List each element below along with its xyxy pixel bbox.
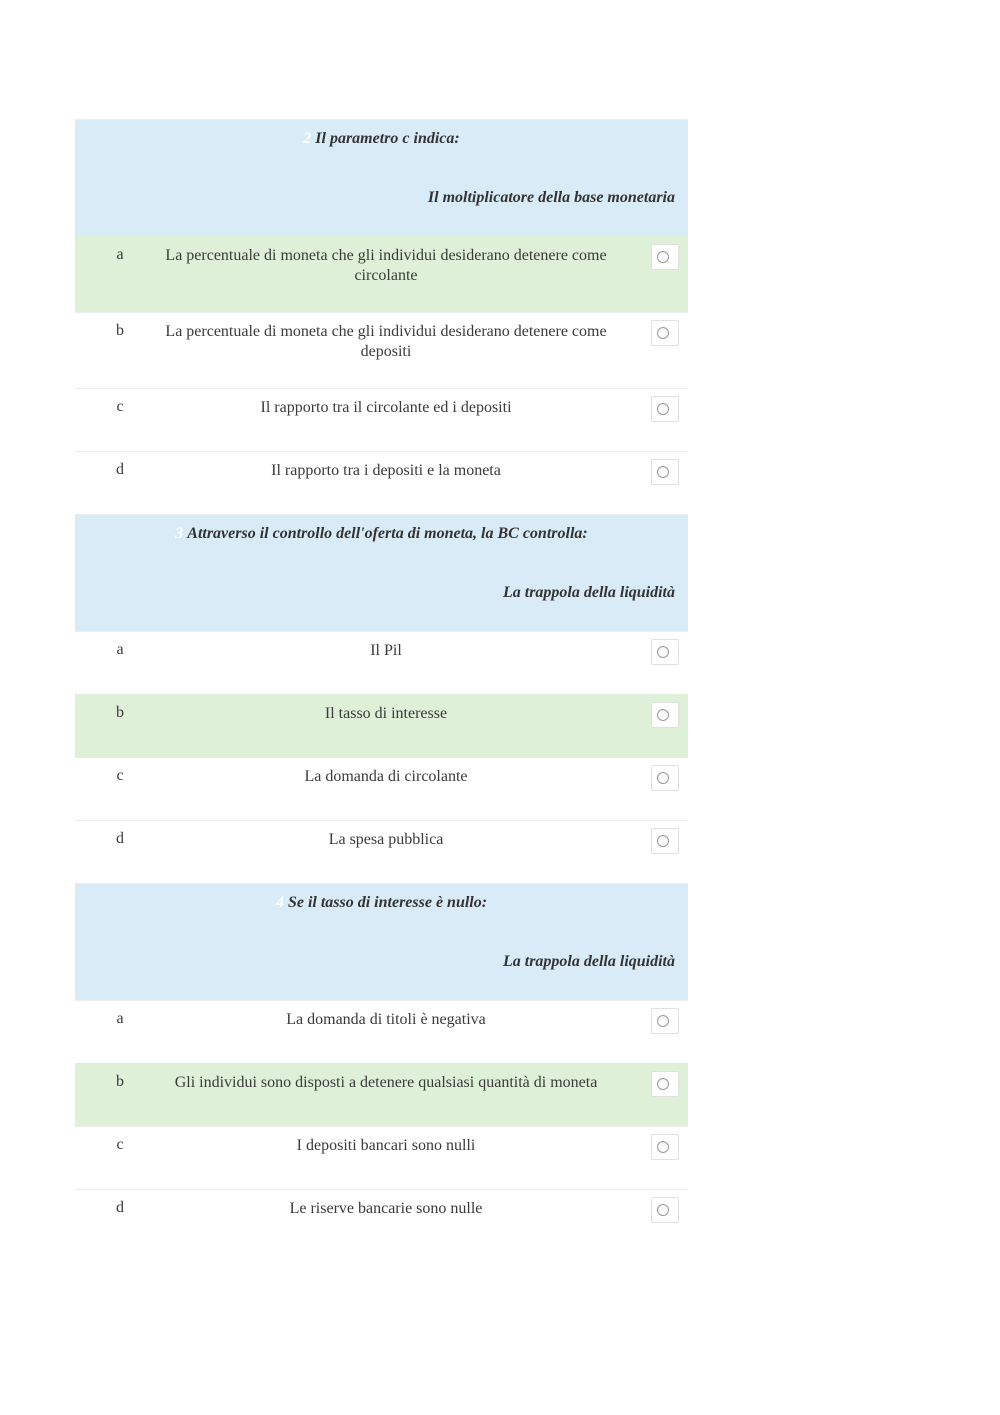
option-text: La domanda di circolante: [304, 768, 468, 785]
option-row: [75, 388, 688, 451]
question-header: [75, 119, 688, 236]
option-letter: a: [116, 246, 124, 263]
option-row: [75, 694, 688, 757]
option-radio-cell[interactable]: [651, 1134, 679, 1160]
option-row: [75, 312, 688, 388]
option-radio-cell[interactable]: [651, 396, 679, 422]
option-letter: d: [116, 1199, 124, 1216]
option-letter: b: [116, 1073, 124, 1090]
option-text: Le riserve bancarie sono nulle: [289, 1200, 483, 1217]
radio-button[interactable]: [657, 1078, 669, 1090]
option-row: [75, 451, 688, 514]
question-answer: La trappola della liquidità: [502, 953, 675, 970]
option-text: I depositi bancari sono nulli: [296, 1137, 476, 1154]
option-text: Il rapporto tra il circolante ed i depositi: [260, 399, 512, 416]
question-answer: La trappola della liquidità: [502, 584, 675, 601]
question-number: 2: [303, 130, 312, 147]
option-letter: a: [116, 1010, 124, 1027]
option-radio-cell[interactable]: [651, 1008, 679, 1034]
option-text: La percentuale di moneta che gli individui desiderano detenere come depositi: [165, 323, 607, 360]
option-row: [75, 820, 688, 883]
radio-button[interactable]: [657, 1204, 669, 1216]
option-letter: b: [116, 704, 124, 721]
radio-button[interactable]: [657, 327, 669, 339]
option-radio-cell[interactable]: [651, 828, 679, 854]
option-row: [75, 236, 688, 312]
option-letter: a: [116, 641, 124, 658]
option-row: [75, 631, 688, 694]
radio-button[interactable]: [657, 1141, 669, 1153]
question-text: Attraverso il controllo dell'oferta di moneta, la BC controlla:: [187, 525, 588, 542]
option-letter: d: [116, 461, 124, 478]
option-radio-cell[interactable]: [651, 639, 679, 665]
radio-button[interactable]: [657, 403, 669, 415]
option-letter: d: [116, 830, 124, 847]
option-letter: c: [116, 1136, 124, 1153]
option-letter: b: [116, 322, 124, 339]
radio-button[interactable]: [657, 709, 669, 721]
option-radio-cell[interactable]: [651, 1197, 679, 1223]
option-row: [75, 1189, 688, 1252]
quiz-table: [75, 119, 688, 1252]
option-radio-cell[interactable]: [651, 244, 679, 270]
radio-button[interactable]: [657, 772, 669, 784]
option-row: [75, 1126, 688, 1189]
option-text: La domanda di titoli è negativa: [286, 1011, 486, 1028]
question-text: Il parametro c indica:: [315, 130, 460, 147]
option-radio-cell[interactable]: [651, 459, 679, 485]
question-header: [75, 514, 688, 631]
question-answer: Il moltiplicatore della base monetaria: [427, 189, 675, 206]
option-letter: c: [116, 398, 124, 415]
option-text: Gli individui sono disposti a detenere qualsiasi quantità di moneta: [174, 1074, 598, 1091]
option-text: Il tasso di interesse: [324, 705, 448, 722]
option-row: [75, 1063, 688, 1126]
question-header: [75, 883, 688, 1000]
radio-button[interactable]: [657, 1015, 669, 1027]
option-radio-cell[interactable]: [651, 765, 679, 791]
option-row: [75, 1000, 688, 1063]
option-letter: c: [116, 767, 124, 784]
question-number: 3: [175, 525, 184, 542]
option-text: La spesa pubblica: [328, 831, 444, 848]
radio-button[interactable]: [657, 251, 669, 263]
option-text: La percentuale di moneta che gli individui desiderano detenere come circolante: [165, 247, 607, 284]
radio-button[interactable]: [657, 646, 669, 658]
radio-button[interactable]: [657, 466, 669, 478]
question-title: [75, 894, 688, 912]
question-title: [75, 525, 688, 543]
question-title: [75, 130, 688, 148]
option-row: [75, 757, 688, 820]
option-text: Il rapporto tra i depositi e la moneta: [271, 462, 501, 479]
question-text: Se il tasso di interesse è nullo:: [287, 894, 488, 911]
radio-button[interactable]: [657, 835, 669, 847]
option-radio-cell[interactable]: [651, 1071, 679, 1097]
option-radio-cell[interactable]: [651, 702, 679, 728]
option-radio-cell[interactable]: [651, 320, 679, 346]
question-number: 4: [275, 894, 284, 911]
option-text: Il Pil: [370, 642, 402, 659]
